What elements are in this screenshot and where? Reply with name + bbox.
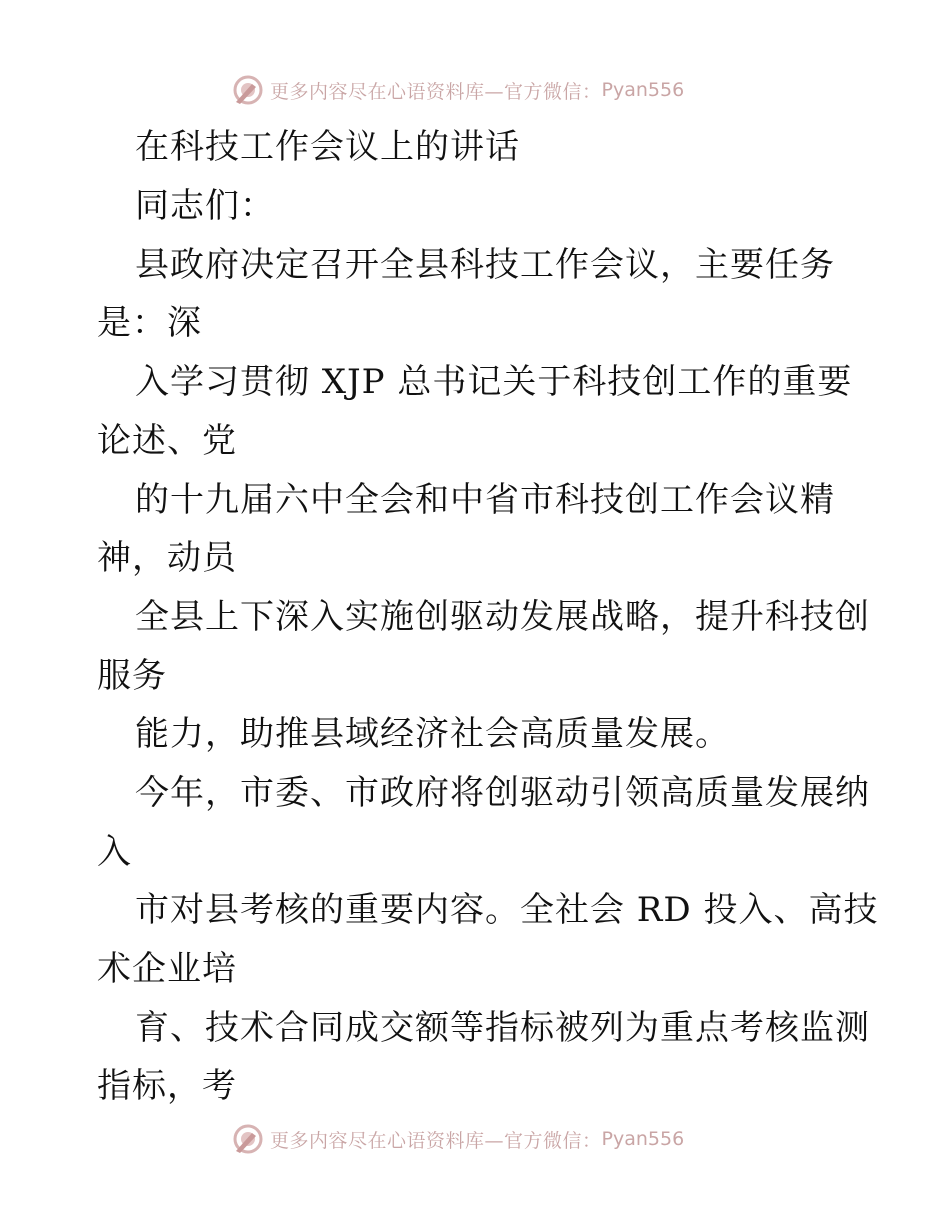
wechat-id: Pyan556: [601, 1128, 685, 1150]
doc-line: 神，动员: [97, 538, 237, 578]
pen-logo-icon: [232, 1123, 264, 1155]
doc-line: 市对县考核的重要内容。全社会 RD 投入、高技: [135, 890, 879, 930]
doc-line: 全县上下深入实施创驱动发展战略，提升科技创: [135, 597, 870, 637]
banner-text: 更多内容尽在心语资料库—官方微信：: [270, 80, 602, 103]
footer-banner: [232, 1122, 752, 1156]
doc-line: 的十九届六中全会和中省市科技创工作会议精: [135, 480, 835, 520]
doc-line: 指标，考: [97, 1066, 237, 1106]
doc-line: 入学习贯彻 XJP 总书记关于科技创工作的重要: [135, 362, 853, 402]
doc-line: 育、技术合同成交额等指标被列为重点考核监测: [135, 1008, 870, 1048]
doc-line: 术企业培: [97, 949, 237, 989]
doc-line: 能力，助推县域经济社会高质量发展。: [135, 714, 730, 754]
doc-title: 在科技工作会议上的讲话: [135, 127, 520, 167]
doc-line: 论述、党: [97, 421, 237, 461]
doc-line: 是：深: [97, 303, 202, 343]
banner-text: 更多内容尽在心语资料库—官方微信：: [270, 1129, 602, 1152]
wechat-id: Pyan556: [601, 79, 685, 101]
doc-line: 县政府决定召开全县科技工作会议，主要任务: [135, 245, 835, 285]
doc-line: 入: [97, 832, 132, 872]
doc-line: 服务: [97, 656, 167, 696]
doc-line: 今年，市委、市政府将创驱动引领高质量发展纳: [135, 773, 870, 813]
doc-line: 同志们：: [135, 186, 275, 226]
